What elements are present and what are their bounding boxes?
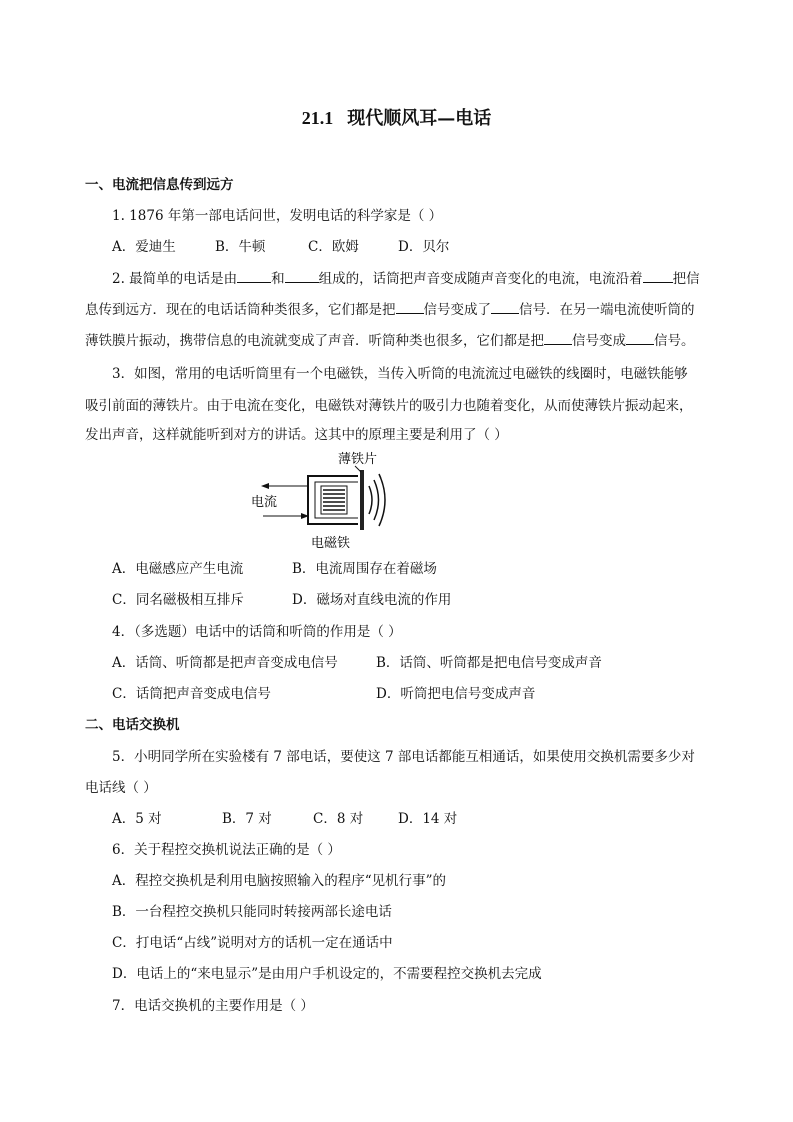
- question-2-line-3: [85, 330, 715, 351]
- q2-text-part: 薄铁膜片振动，携带信息的电流就变成了声音．听筒种类也很多，它们都是把: [85, 333, 544, 349]
- q4-option-b: B．话筒、听筒都是把电信号变成声音: [376, 655, 602, 671]
- arrow-left-icon: [261, 483, 269, 489]
- question-3-line-3: 发出声音，这样就能听到对方的讲话。这其中的原理主要是利用了（ ）: [85, 427, 508, 443]
- fill-blank[interactable]: [643, 268, 673, 283]
- q5-option-c: C．8 对: [313, 811, 364, 827]
- q2-text-part: 组成的，话筒把声音变成随声音变化的电流，电流沿着: [318, 271, 643, 287]
- lesson-title: 现代顺风耳—电话: [347, 108, 492, 129]
- q6-option-d: D．电话上的“来电显示”是由用户手机设定的，不需要程控交换机去完成: [112, 966, 542, 982]
- q3-option-d: D．磁场对直线电流的作用: [292, 592, 452, 608]
- question-4-stem: 4．（多选题）电话中的话筒和听筒的作用是（ ）: [112, 624, 402, 640]
- iron-sheet: [360, 470, 364, 530]
- q3-option-b: B．电流周围存在着磁场: [292, 561, 437, 577]
- fill-blank[interactable]: [396, 299, 424, 314]
- question-5-line-1: 5．小明同学所在实验楼有 7 部电话，要使这 7 部电话都能互相通话，如果使用交换机需要多少对: [112, 749, 695, 765]
- q4-option-a: A．话筒、听筒都是把声音变成电信号: [112, 655, 338, 671]
- q3-option-a: A．电磁感应产生电流: [112, 561, 244, 577]
- q1-option-a: A．爱迪生: [112, 239, 176, 255]
- q2-text-part: 信号。: [654, 333, 695, 349]
- fill-blank[interactable]: [544, 330, 572, 345]
- q1-option-b: B．牛顿: [215, 239, 266, 255]
- question-3-line-2: 吸引前面的薄铁片。由于电流在变化，电磁铁对薄铁片的吸引力也随着变化，从而使薄铁片振动起来，: [85, 398, 693, 414]
- q2-text-part: 息传到远方．现在的电话话筒种类很多，它们都是把: [85, 302, 396, 318]
- sound-wave: [379, 474, 385, 526]
- q2-text-part: 信号．在另一端电流使听筒的: [519, 302, 695, 318]
- q5-option-a: A．5 对: [112, 811, 162, 827]
- question-7-stem: 7．电话交换机的主要作用是（ ）: [112, 998, 314, 1014]
- lesson-number: 21.1: [301, 108, 334, 128]
- earpiece-diagram: [243, 446, 403, 556]
- sound-wave: [369, 486, 372, 514]
- section-heading-1: 一、电流把信息传到远方: [85, 177, 234, 193]
- q2-text-part: 2. 最简单的电话是由: [112, 271, 238, 287]
- page-title: [0, 104, 793, 130]
- label-current: 电流: [251, 495, 278, 510]
- label-iron-sheet: 薄铁片: [338, 452, 378, 467]
- fill-blank[interactable]: [237, 268, 271, 283]
- question-2-line-2: [85, 299, 715, 320]
- sound-wave: [374, 480, 379, 520]
- question-5-line-2: 电话线（ ）: [85, 780, 157, 796]
- coil-windings: [323, 490, 345, 510]
- q6-option-a: A．程控交换机是利用电脑按照输入的程序“见机行事”的: [112, 873, 447, 889]
- q1-option-d: D．贝尔: [398, 239, 450, 255]
- q4-option-d: D．听筒把电信号变成声音: [376, 686, 536, 702]
- fill-blank[interactable]: [491, 299, 519, 314]
- question-6-stem: 6．关于程控交换机说法正确的是（ ）: [112, 842, 341, 858]
- q2-text-part: 和: [271, 271, 285, 287]
- q2-text-part: 把信: [672, 271, 700, 287]
- question-1-stem: 1. 1876 年第一部电话问世，发明电话的科学家是（ ）: [112, 208, 443, 224]
- q5-option-d: D．14 对: [398, 811, 458, 827]
- section-heading-2: 二、电话交换机: [85, 717, 180, 733]
- q2-text-part: 信号变成了: [423, 302, 491, 318]
- label-electromagnet: 电磁铁: [311, 536, 351, 551]
- q2-text-part: 信号变成: [572, 333, 626, 349]
- fill-blank[interactable]: [626, 330, 654, 345]
- q6-option-b: B．一台程控交换机只能同时转接两部长途电话: [112, 904, 392, 920]
- question-3-line-1: 3．如图，常用的电话听筒里有一个电磁铁，当传入听筒的电流流过电磁铁的线圈时，电磁铁能够: [112, 366, 688, 382]
- q5-option-b: B．7 对: [222, 811, 272, 827]
- fill-blank[interactable]: [285, 268, 319, 283]
- q3-option-c: C．同名磁极相互排斥: [112, 592, 244, 608]
- q1-option-c: C．欧姆: [308, 239, 359, 255]
- q4-option-c: C．话筒把声音变成电信号: [112, 686, 271, 702]
- question-2-line-1: [112, 268, 712, 289]
- q6-option-c: C．打电话“占线”说明对方的话机一定在通话中: [112, 935, 393, 951]
